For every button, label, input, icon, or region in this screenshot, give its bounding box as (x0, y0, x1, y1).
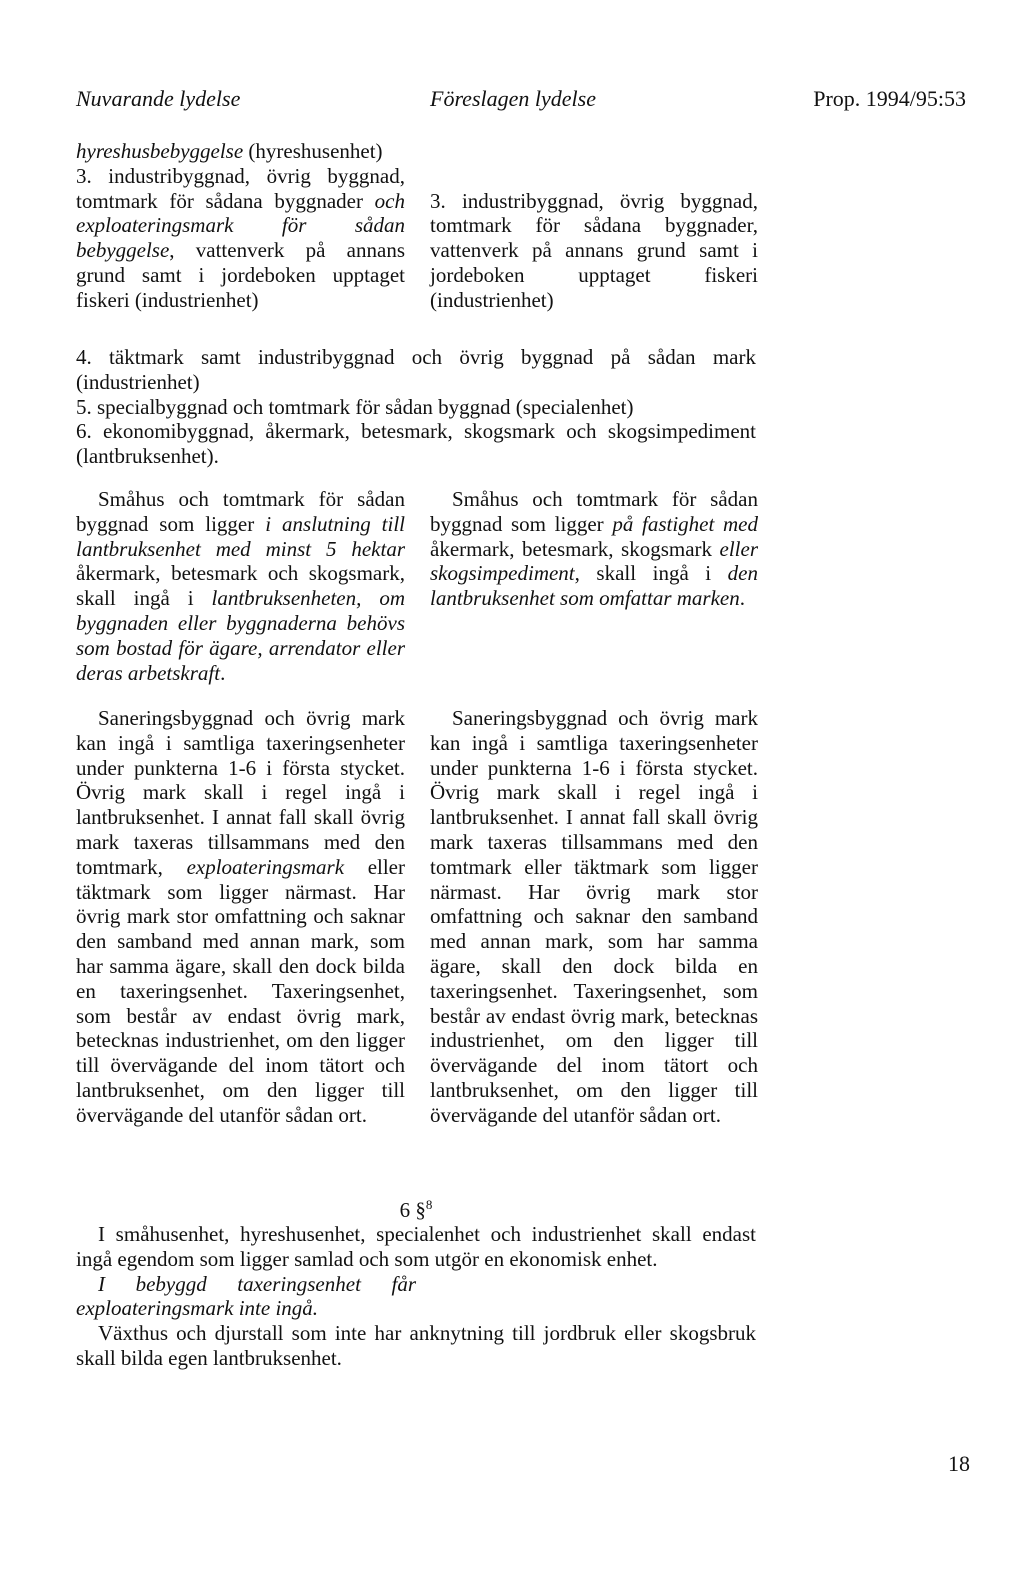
item-4: 4. täktmark samt industribyggnad och övrig byggnad på sådan mark (industrienhet) (76, 345, 756, 394)
right-column-top (430, 189, 758, 313)
left-smahus-paragraph: Småhus och tomtmark för sådan byggnad som ligger i anslutning till lantbruksenhet med minst 5 hektar åkermark, betesmark och skogsmark, skall ingå i lantbruksenheten, om byggnaden eller byggnaderna behövs som bostad för ägare, arrendator eller deras arbetskraft. (76, 487, 405, 685)
section-heading: 6 §$^8$ (399, 1197, 433, 1222)
right-sanering-paragraph: Saneringsbyggnad och övrig mark kan ingå i samtliga taxeringsenheter under punkterna 1-6 i första stycket. Övrig mark skall i regel ingå i lantbruksenhet. I annat fall skall övrig mark taxeras tillsammans med den tomtmark eller täktmark som ligger närmast. Har övrig mark stor omfattning och saknar den samband med annan mark, som har samma ägare, skall den dock bilda en taxeringsenhet. Taxeringsenhet, som består av endast övrig mark, betecknas industrienhet, om den ligger till övervägande del inom tätort och lantbruksenhet, om den ligger till övervägande del utanför sådan ort. (430, 706, 758, 1127)
shared-items (76, 345, 756, 469)
header-proposed-wording: Föreslagen lydelse (430, 86, 596, 111)
section-6-text (76, 1222, 756, 1371)
section-6-paragraph-3: Växthus och djurstall som inte har anknytning till jordbruk eller skogsbruk skall bilda egen lantbruksenhet. (76, 1321, 756, 1370)
left-column-top (76, 139, 405, 313)
left-sanering-paragraph: Saneringsbyggnad och övrig mark kan ingå i samtliga taxeringsenheter under punkterna 1-6 i första stycket. Övrig mark skall i regel ingå i lantbruksenhet. I annat fall skall övrig mark taxeras tillsammans med den tomtmark, exploateringsmark eller täktmark som ligger närmast. Har övrig mark stor omfattning och saknar den samband med annan mark, som har samma ägare, skall den dock bilda en taxeringsenhet. Taxeringsenhet, som består av endast övrig mark, betecknas industrienhet, om den ligger till övervägande del inom tätort och lantbruksenhet, om den ligger till övervägande del utanför sådan ort. (76, 706, 405, 1127)
item-5: 5. specialbyggnad och tomtmark för sådan byggnad (specialenhet) (76, 394, 634, 419)
right-industri-item: 3. industribyggnad, övrig byggnad, tomtmark för sådana byggnader, vattenverk på annans grund samt i jordeboken upptaget fiskeri (industrienhet) (430, 188, 758, 312)
item-6: 6. ekonomibyggnad, åkermark, betesmark, skogsmark och skogsimpediment (lantbruksenhet). (76, 419, 756, 469)
right-smahus-paragraph: Småhus och tomtmark för sådan byggnad som ligger på fastighet med åkermark, betesmark, skogsmark eller skogsimpediment, skall ingå i den lantbruksenhet som omfattar marken. (430, 487, 758, 611)
header-current-wording: Nuvarande lydelse (76, 86, 241, 111)
section-6-paragraph-1: I småhusenhet, hyreshusenhet, specialenhet och industrienhet skall endast ingå egendom som ligger samlad och som utgör en ekonomisk enhet. (76, 1222, 756, 1271)
left-industri-item: 3. industribyggnad, övrig byggnad, tomtmark för sådana byggnader och exploateringsmark för sådan bebyggelse, vattenverk på annans grund samt i jordeboken upptaget fiskeri (industrienhet) (76, 163, 405, 312)
left-hyreshus-item: hyreshusbebyggelse (hyreshusenhet) (76, 139, 383, 163)
page-number: 18 (948, 1451, 970, 1476)
section-6-paragraph-2: I bebyggd taxeringsenhet får exploateringsmark inte ingå. (76, 1271, 416, 1321)
header-proposition-number: Prop. 1994/95:53 (813, 86, 966, 111)
